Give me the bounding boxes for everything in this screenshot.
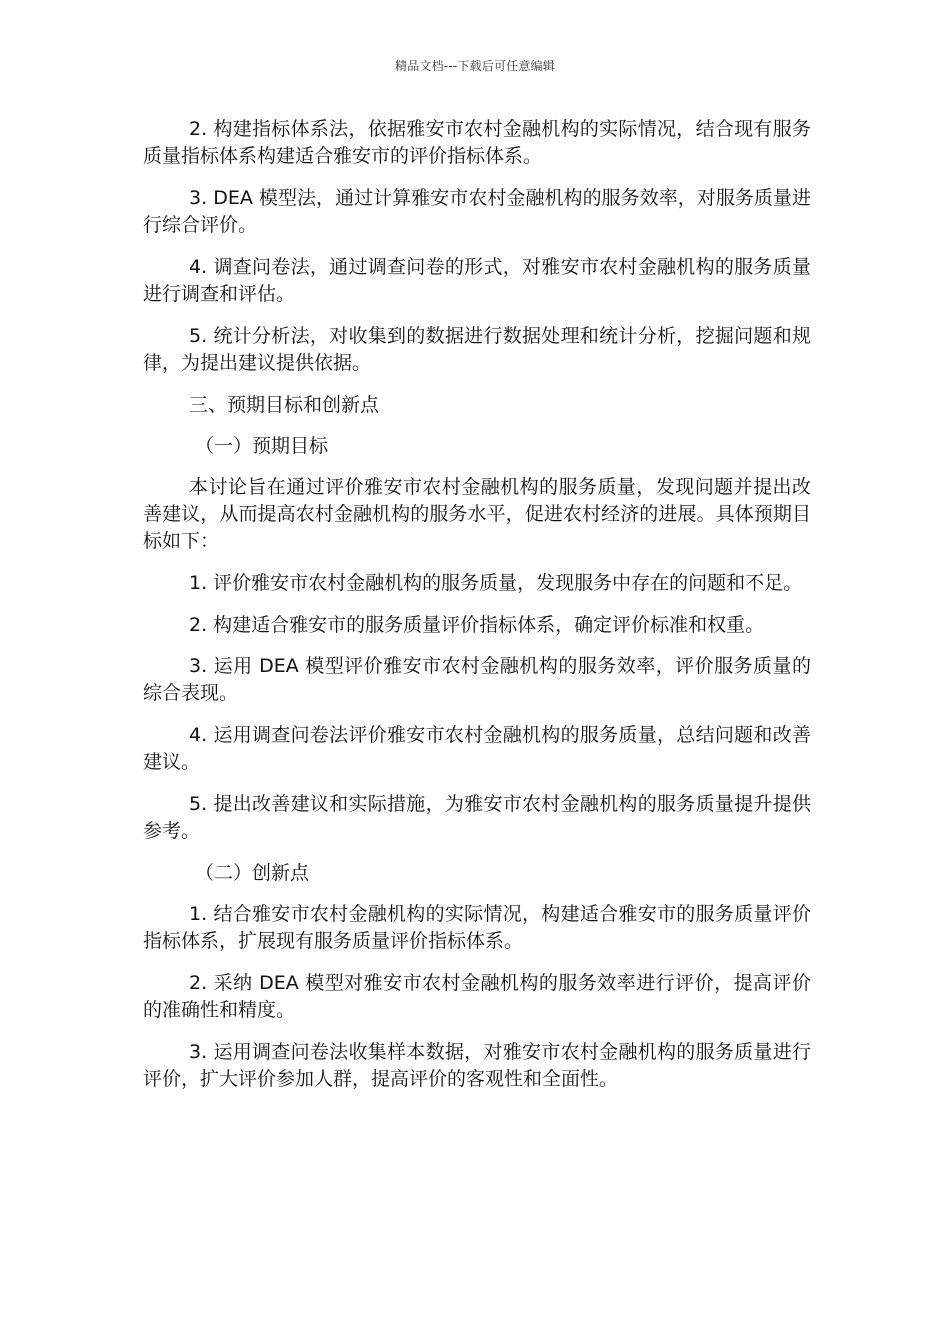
section-heading: 三、预期目标和创新点 <box>189 394 380 416</box>
goal-item-5: 5. 提出改善建议和实际措施，为雅安市农村金融机构的服务质量提升提供参考。 <box>143 793 811 842</box>
method-item-5: 5. 统计分析法，对收集到的数据进行数据处理和统计分析，挖掘问题和规律，为提出建议提供依据。 <box>143 325 811 374</box>
method-item-2: 2. 构建指标体系法，依据雅安市农村金融机构的实际情况，结合现有服务质量指标体系构建适合雅安市的评价指标体系。 <box>143 118 811 167</box>
page-header: 精品文档---下载后可任意编辑 <box>395 59 555 73</box>
goal-item-1: 1. 评价雅安市农村金融机构的服务质量，发现服务中存在的问题和不足。 <box>189 572 803 594</box>
document-body <box>143 116 811 1108</box>
method-item-4: 4. 调查问卷法，通过调查问卷的形式，对雅安市农村金融机构的服务质量进行调查和评估。 <box>143 256 811 305</box>
subsection-heading-innovation: （二）创新点 <box>195 862 310 884</box>
innovation-item-2: 2. 采纳 DEA 模型对雅安市农村金融机构的服务效率进行评价，提高评价的准确性和精度。 <box>143 972 811 1021</box>
goal-item-4: 4. 运用调查问卷法评价雅安市农村金融机构的服务质量，总结问题和改善建议。 <box>143 724 811 773</box>
innovation-item-3: 3. 运用调查问卷法收集样本数据，对雅安市农村金融机构的服务质量进行评价，扩大评价参加人群，提高评价的客观性和全面性。 <box>143 1041 811 1090</box>
goals-intro: 本讨论旨在通过评价雅安市农村金融机构的服务质量，发现问题并提出改善建议，从而提高农村金融机构的服务水平，促进农村经济的进展。具体预期目标如下： <box>143 476 811 552</box>
method-item-3: 3. DEA 模型法，通过计算雅安市农村金融机构的服务效率，对服务质量进行综合评价。 <box>143 187 811 236</box>
subsection-heading-goals: （一）预期目标 <box>195 435 329 457</box>
goal-item-3: 3. 运用 DEA 模型评价雅安市农村金融机构的服务效率，评价服务质量的综合表现。 <box>143 655 811 704</box>
goal-item-2: 2. 构建适合雅安市的服务质量评价指标体系，确定评价标准和权重。 <box>189 614 765 636</box>
innovation-item-1: 1. 结合雅安市农村金融机构的实际情况，构建适合雅安市的服务质量评价指标体系，扩展现有服务质量评价指标体系。 <box>143 903 811 952</box>
